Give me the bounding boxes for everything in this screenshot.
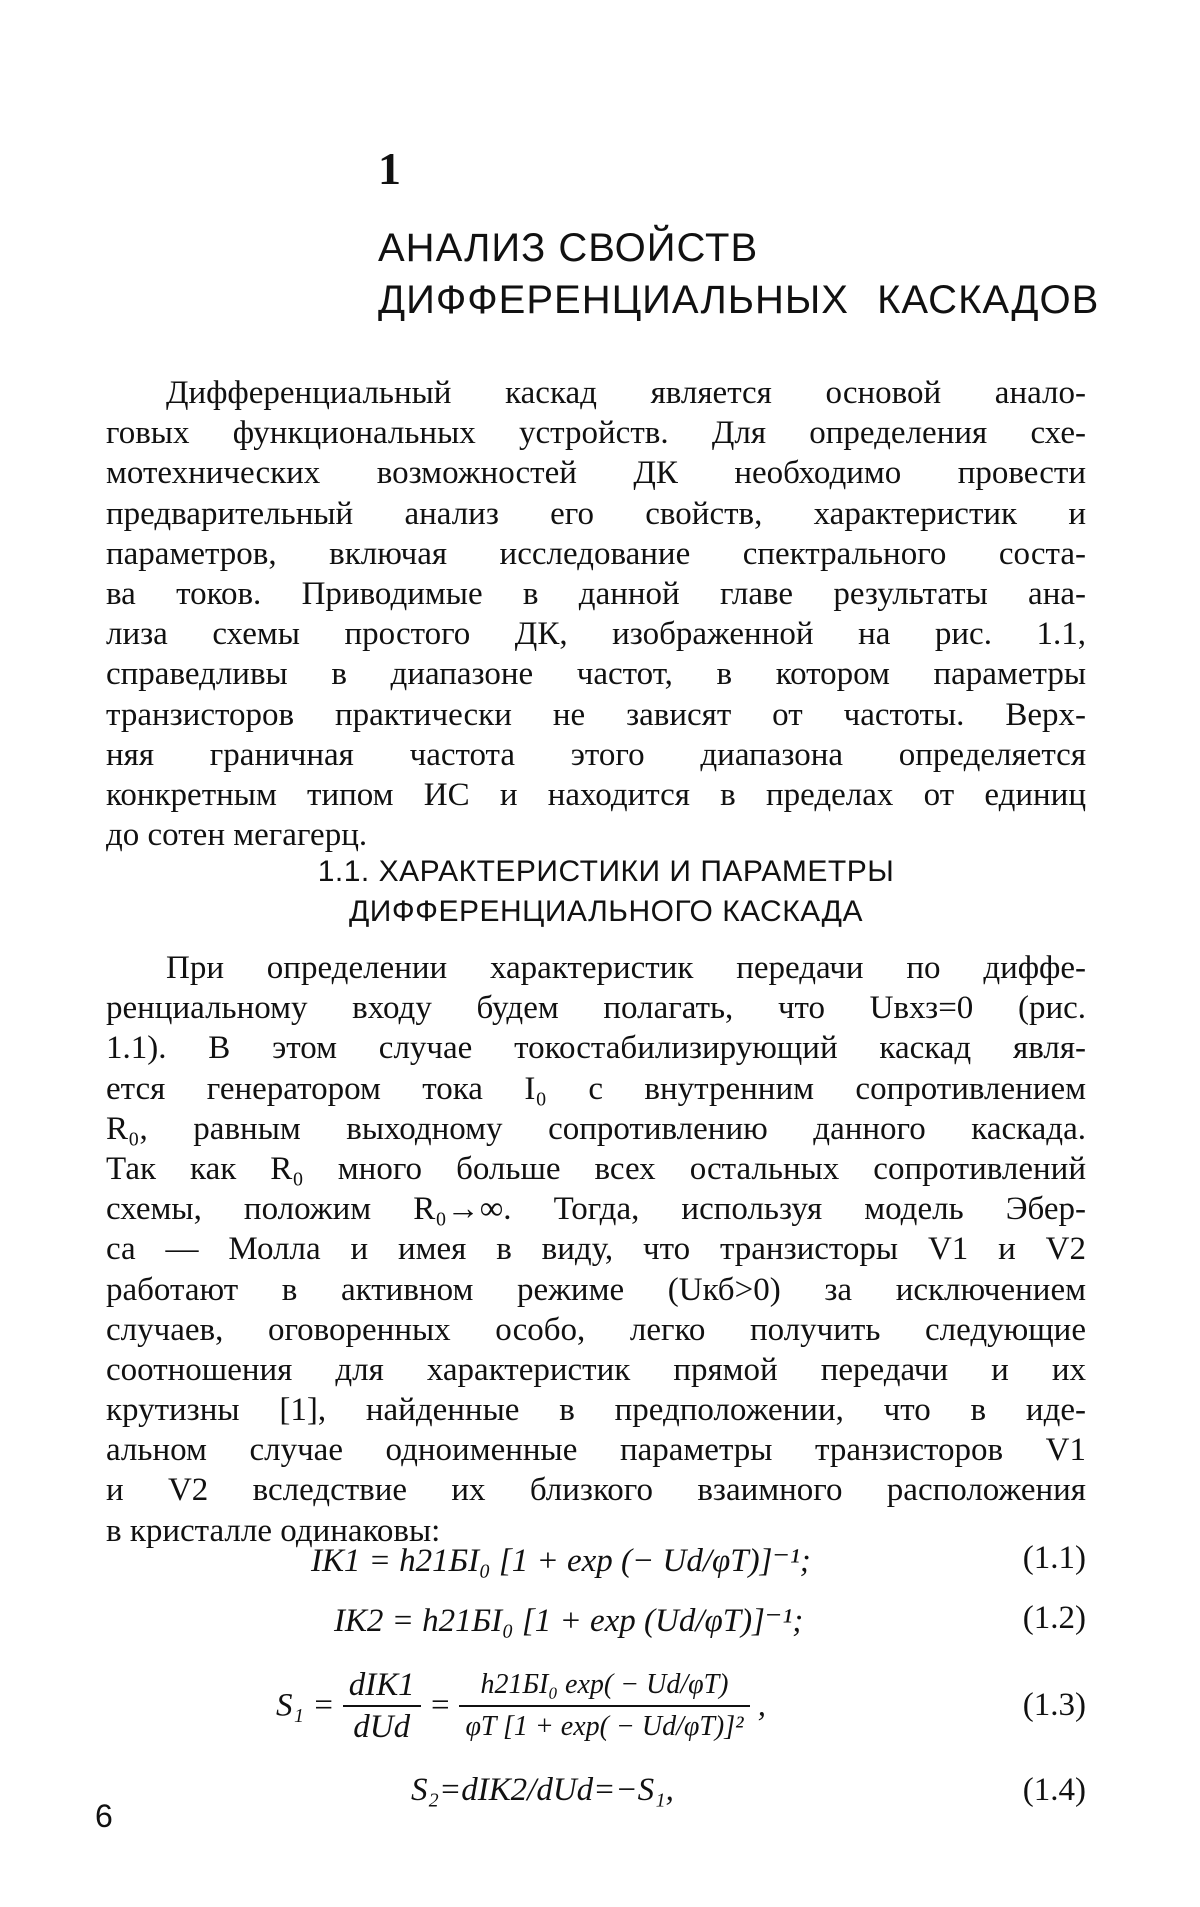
- fraction-expression: [459, 1665, 749, 1747]
- text-line: мотехнических возможностей ДК необходимо провести: [106, 455, 1086, 492]
- section-heading-line-2: ДИФФЕРЕНЦИАЛЬНОГО КАСКАДА: [348, 895, 864, 928]
- chapter-title-line-2: ДИФФЕРЕНЦИАЛЬНЫХ КАСКАДОВ: [378, 278, 1100, 322]
- fraction-denominator: φT [1 + exp( − Ud/φT)]²: [465, 1711, 744, 1742]
- text-line: схемы, положим R₀→∞. Тогда, используя модель Эбер-: [106, 1191, 1086, 1228]
- text-line: и V2 вследствие их близкого взаимного расположения: [106, 1472, 1086, 1509]
- equation-number: (1.4): [1022, 1772, 1086, 1808]
- text-line: альном случае одноименные параметры транзисторов V1: [106, 1432, 1086, 1469]
- section-heading-line-1: 1.1. ХАРАКТЕРИСТИКИ И ПАРАМЕТРЫ: [317, 855, 895, 888]
- text-line: Так как R₀ много больше всех остальных сопротивлений: [106, 1150, 1086, 1187]
- fraction-denominator: dUd: [353, 1709, 411, 1745]
- chapter-title: [378, 222, 1099, 326]
- formula-comma: ,: [757, 1687, 767, 1724]
- text-line: транзисторов практически не зависят от частоты. Верх-: [106, 696, 1086, 733]
- text-line: случаев, оговоренных особо, легко получить следующие: [106, 1311, 1086, 1348]
- formula-1-1: [106, 1540, 1086, 1584]
- text-line: R₀, равным выходному сопротивлению данного каскада.: [106, 1110, 1086, 1147]
- text-line: Дифференциальный каскад является основой анало-: [166, 375, 1086, 411]
- formula-expression: IК2 = h21БI₀ [1 + exp (Ud/φT)]⁻¹;: [334, 1603, 804, 1639]
- chapter-title-line-1: АНАЛИЗ СВОЙСТВ: [378, 226, 759, 270]
- text-line: лиза схемы простого ДК, изображенной на рис. 1.1,: [106, 616, 1086, 653]
- fraction-numerator: dIК1: [343, 1665, 421, 1707]
- formula-1-3: [106, 1665, 1086, 1755]
- text-line: 1.1). В этом случае токостабилизирующий каскад явля-: [106, 1030, 1086, 1067]
- formula-expression: S₂=dIК2/dUd=−S₁,: [411, 1772, 674, 1808]
- formula-expression: [276, 1665, 766, 1747]
- text-line: справедливы в диапазоне частот, в котором параметры: [106, 656, 1086, 693]
- text-line: При определении характеристик передачи по диффе-: [166, 950, 1086, 986]
- text-line: няя граничная частота этого диапазона определяется: [106, 736, 1086, 773]
- section-heading: [106, 852, 1106, 932]
- equation-number: (1.2): [1022, 1600, 1086, 1636]
- formula-1-4: [106, 1772, 1086, 1816]
- equation-number: (1.1): [1022, 1540, 1086, 1576]
- formula-equals: =: [428, 1687, 452, 1724]
- chapter-number: 1: [378, 143, 401, 194]
- text-line: соотношения для характеристик прямой передачи и их: [106, 1351, 1086, 1388]
- equation-number: (1.3): [1022, 1687, 1086, 1723]
- intro-paragraph: [106, 373, 1086, 855]
- body-paragraph: [106, 948, 1086, 1551]
- text-line: са — Молла и имея в виду, что транзисторы V1 и V2: [106, 1231, 1086, 1268]
- text-line: ва токов. Приводимые в данной главе результаты ана-: [106, 575, 1086, 612]
- formula-expression: IК1 = h21БI₀ [1 + exp (− Ud/φT)]⁻¹;: [311, 1543, 811, 1579]
- fraction-derivative: [343, 1665, 421, 1747]
- text-line: говых функциональных устройств. Для определения схе-: [106, 415, 1086, 452]
- text-line: конкретным типом ИС и находится в пределах от единиц: [106, 776, 1086, 813]
- text-line: параметров, включая исследование спектрального соста-: [106, 535, 1086, 572]
- fraction-numerator: h21БI₀ exp( − Ud/φT): [459, 1665, 749, 1707]
- text-line: в кристалле одинаковы:: [106, 1512, 441, 1549]
- text-line: ренциальному входу будем полагать, что Uвхз=0 (рис.: [106, 990, 1086, 1027]
- text-line: ется генератором тока I₀ с внутренним сопротивлением: [106, 1070, 1086, 1107]
- formula-lhs: S₁ =: [276, 1687, 335, 1724]
- text-line: до сотен мегагерц.: [106, 817, 368, 854]
- text-line: крутизны [1], найденные в предположении, что в иде-: [106, 1392, 1086, 1429]
- text-line: предварительный анализ его свойств, характеристик и: [106, 495, 1086, 532]
- page-number: 6: [95, 1798, 113, 1834]
- formula-1-2: [106, 1600, 1086, 1644]
- text-line: работают в активном режиме (Uкб>0) за исключением: [106, 1271, 1086, 1308]
